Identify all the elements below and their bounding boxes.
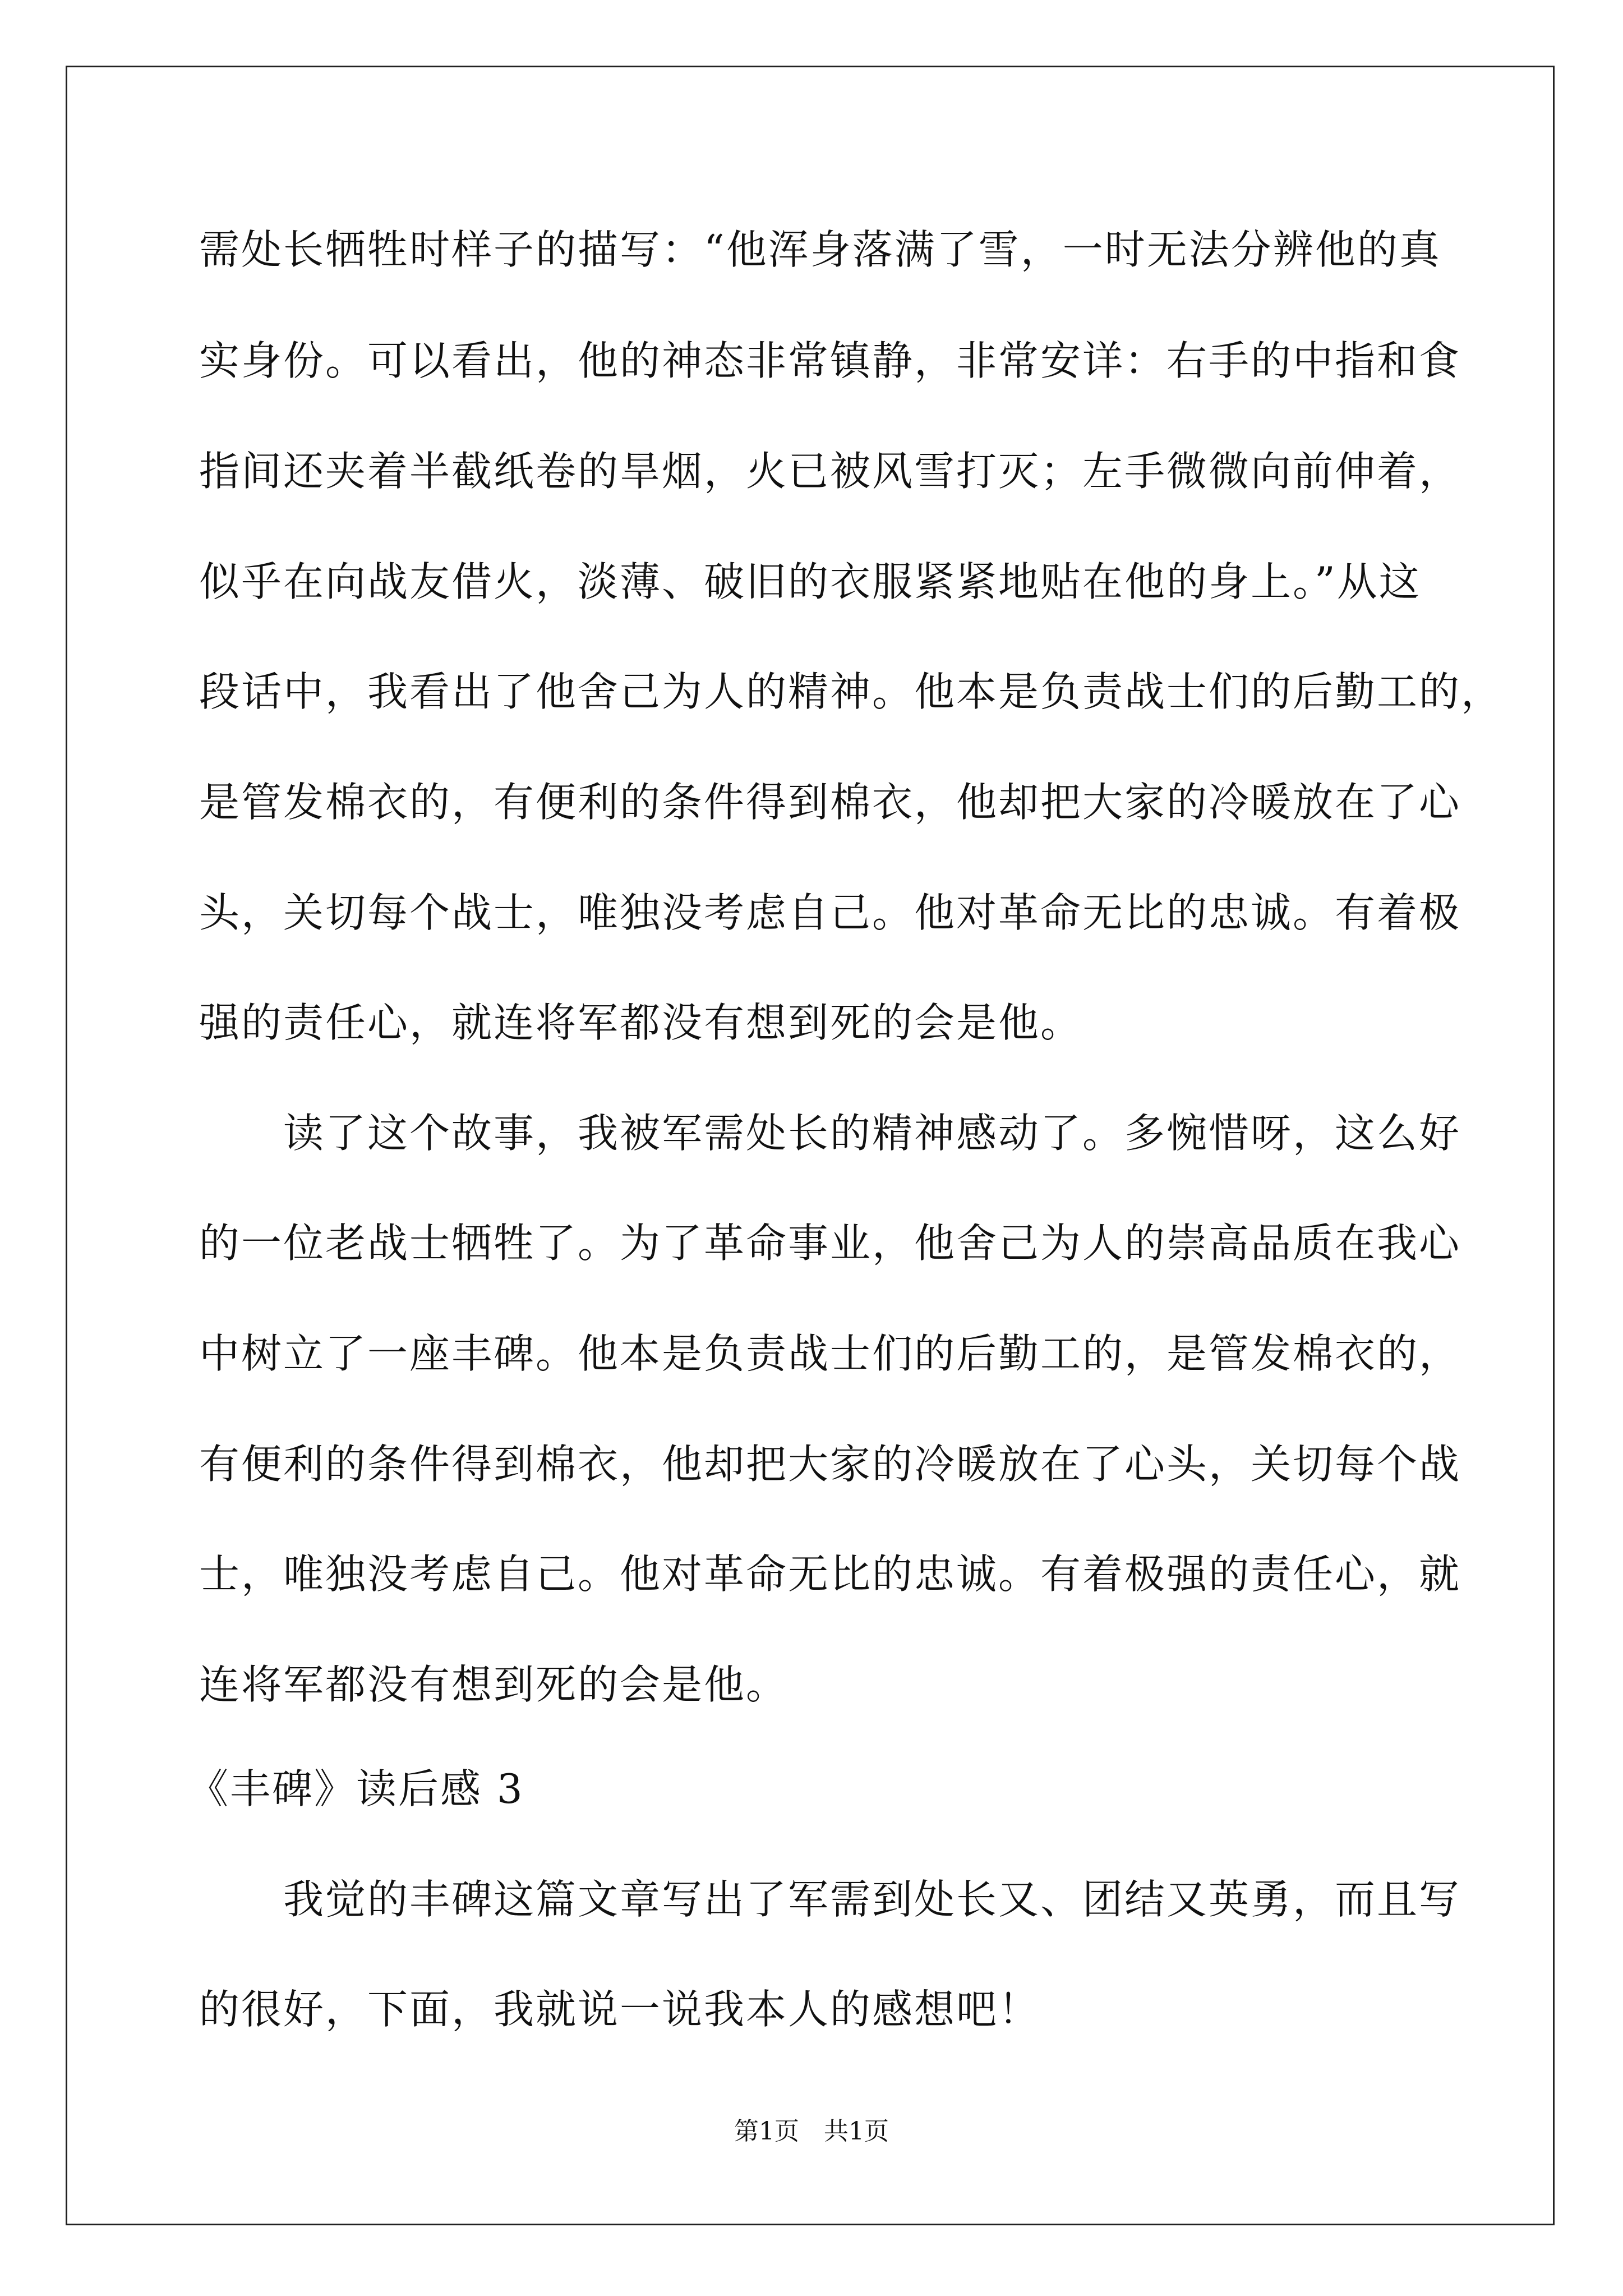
text-line: 强的责任心，就连将军都没有想到死的会是他。 (199, 999, 1083, 1046)
text-line: 指间还夹着半截纸卷的旱烟，火已被风雪打灭；左手微微向前伸着， (199, 448, 1461, 495)
text-line: 的很好，下面，我就说一说我本人的感想吧！ (199, 1986, 1041, 2033)
text-line: 的一位老战士牺牲了。为了革命事业，他舍己为人的崇高品质在我心 (199, 1220, 1461, 1267)
text-line: 头，关切每个战士，唯独没考虑自己。他对革命无比的忠诚。有着极 (199, 889, 1461, 936)
text-line: 是管发棉衣的，有便利的条件得到棉衣，他却把大家的冷暖放在了心 (199, 779, 1461, 826)
text-line: 读了这个故事，我被军需处长的精神感动了。多惋惜呀，这么好 (283, 1110, 1461, 1157)
section-title: 《丰碑》读后感 3 (188, 1765, 524, 1812)
text-line: 有便利的条件得到棉衣，他却把大家的冷暖放在了心头，关切每个战 (199, 1441, 1461, 1488)
text-line: 连将军都没有想到死的会是他。 (199, 1661, 789, 1708)
text-line: 需处长牺牲时样子的描写：“他浑身落满了雪，一时无法分辨他的真 (199, 226, 1441, 273)
page-footer: 第1页 共1页 (734, 2117, 889, 2146)
text-line: 段话中，我看出了他舍己为人的精神。他本是负责战士们的后勤工的， (199, 668, 1504, 715)
text-line: 实身份。可以看出，他的神态非常镇静，非常安详：右手的中指和食 (199, 337, 1461, 384)
text-line: 我觉的丰碑这篇文章写出了军需到处长又、团结又英勇，而且写 (283, 1876, 1461, 1923)
text-line: 中树立了一座丰碑。他本是负责战士们的后勤工的，是管发棉衣的， (199, 1330, 1461, 1377)
text-line: 士，唯独没考虑自己。他对革命无比的忠诚。有着极强的责任心，就 (199, 1550, 1461, 1598)
text-line: 似乎在向战友借火，淡薄、破旧的衣服紧紧地贴在他的身上。”从这 (199, 558, 1421, 605)
